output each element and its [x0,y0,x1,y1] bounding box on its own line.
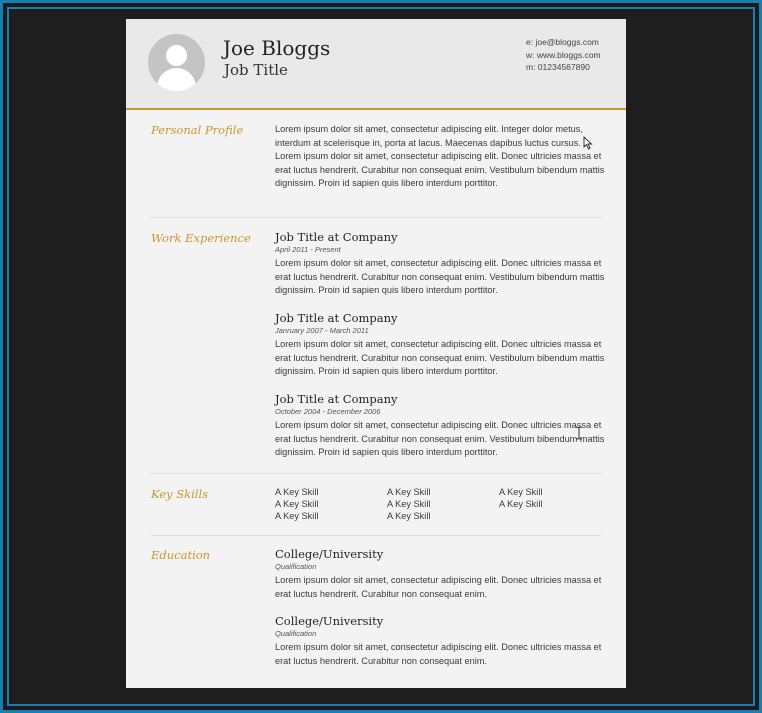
contact-web[interactable]: w: www.bloggs.com [526,49,601,60]
person-name: Joe Bloggs [223,36,331,60]
section-divider [151,473,601,474]
education-2-text: Lorem ipsum dolor sit amet, consectetur adipiscing elit. Donec ultricies massa et erat luctus hendrerit. Curabitur non consequat enim. [275,642,602,666]
resume-page [126,19,626,688]
skill-item: A Key Skill [387,511,431,521]
section-heading-work: Work Experience [151,231,251,245]
contact-email[interactable]: e: joe@bloggs.com [526,37,599,47]
skill-item: A Key Skill [275,511,319,521]
skill-item: A Key Skill [499,487,543,497]
section-heading-profile: Personal Profile [151,123,244,137]
section-divider [151,535,601,536]
skill-item: A Key Skill [387,499,431,509]
avatar-placeholder-icon [148,34,205,91]
profile-text: Lorem ipsum dolor sit amet, consectetur adipiscing elit. Integer dolor metus, interdum at scelerisque in, porta at lacus. Maecenas dapibus luctus cursus. Lorem ipsum dolor sit amet, consectetur adipiscing elit. Donec ultricies massa et erat luctus hendrerit. Curabitur non consequat enim. Vestibulum bibendum mattis dignissim. Proin id sapien quis libero interdum porttitor. [275,124,605,189]
job-2-text: Lorem ipsum dolor sit amet, consectetur adipiscing elit. Donec ultricies massa et erat luctus hendrerit. Curabitur non consequat enim. Vestibulum bibendum mattis dignissim. Proin id sapien quis libero interdum porttitor. [275,339,605,377]
education-1-qualification: Qualification [275,562,317,571]
job-3-dates: October 2004 - December 2006 [275,407,381,416]
job-3-title: Job Title at Company [275,392,398,406]
section-divider [151,217,601,218]
education-1-text: Lorem ipsum dolor sit amet, consectetur adipiscing elit. Donec ultricies massa et erat luctus hendrerit. Curabitur non consequat enim. [275,575,602,599]
education-2-title: College/University [275,614,384,628]
resume-header [126,19,626,110]
skill-item: A Key Skill [387,487,431,497]
avatar-body [157,68,196,91]
job-2-dates: Janruary 2007 - March 2011 [275,326,369,335]
contact-mobile: m: 01234567890 [526,62,590,72]
job-2-title: Job Title at Company [275,311,398,325]
skill-item: A Key Skill [275,499,319,509]
job-1-dates: April 2011 - Present [275,245,341,254]
skill-item: A Key Skill [275,487,319,497]
job-1-title: Job Title at Company [275,230,398,244]
person-job-title: Job Title [224,61,288,79]
education-1-title: College/University [275,547,384,561]
avatar-head [166,45,187,66]
contact-info [526,36,601,74]
education-2-qualification: Qualification [275,629,317,638]
section-heading-skills: Key Skills [151,487,209,501]
skill-item: A Key Skill [499,499,543,509]
job-3-text: Lorem ipsum dolor sit amet, consectetur adipiscing elit. Donec ultricies massa et erat luctus hendrerit. Curabitur non consequat enim. Vestibulum bibendum mattis dignissim. Proin id sapien quis libero interdum porttitor. [275,420,605,458]
section-heading-education: Education [151,548,211,562]
mouse-pointer-icon [583,136,593,150]
text-cursor-icon [575,426,583,440]
job-1-text: Lorem ipsum dolor sit amet, consectetur adipiscing elit. Donec ultricies massa et erat luctus hendrerit. Curabitur non consequat enim. Vestibulum bibendum mattis dignissim. Proin id sapien quis libero interdum porttitor. [275,258,605,296]
